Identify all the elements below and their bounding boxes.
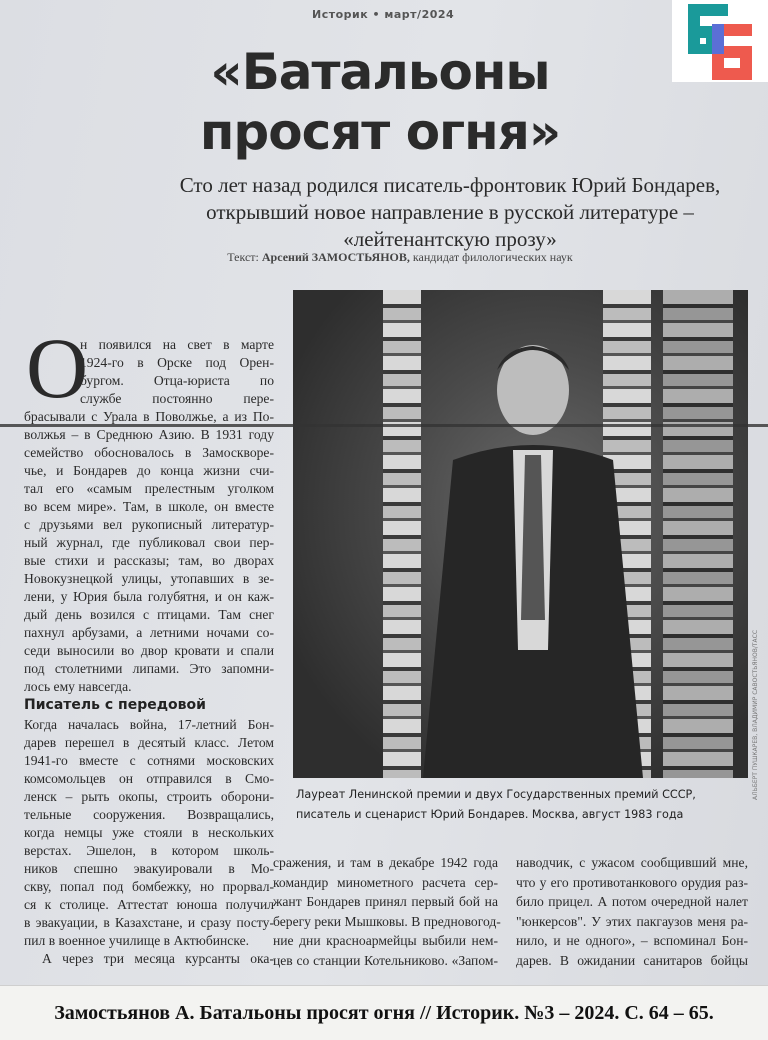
text-line: било прицел. А потом очередной налет [516, 894, 748, 909]
text-line: Новокузнецкой улицы, утопавших в зе- [24, 571, 274, 586]
caption-line: Лауреат Ленинской премии и двух Государственных премий СССР, [296, 788, 696, 801]
scan-streak [0, 424, 768, 427]
text-line: дарев. В ожидании санитаров бойцы [516, 952, 748, 968]
article-title [140, 42, 620, 162]
text-line: седи выносили во двор кровати и спали [24, 643, 274, 658]
drop-cap: О [26, 320, 89, 416]
text-line: берегу реки Мышковы. В предновогод- [273, 913, 501, 929]
text-line: Когда началась война, 17-летний Бон- [24, 717, 274, 732]
title-line: просят огня» [199, 103, 561, 161]
birch-trunk [663, 290, 733, 778]
text-line: 1941-го вместе с сотнями московских [24, 753, 274, 768]
logo-icon [672, 0, 768, 82]
photo-credit: АЛЬБЕРТ ПУШКАРЕВ, ВЛАДИМИР САВОСТЬЯНОВ/ТАСС [752, 629, 759, 800]
text-line: когда немцы уже стояли в нескольких [24, 825, 274, 840]
byline-suffix: кандидат филологических наук [412, 250, 573, 264]
byline [150, 250, 650, 265]
text-line: н появился на свет в марте [80, 337, 274, 352]
photo-caption [296, 785, 746, 825]
text-line: бургом. Отца-юриста по [80, 373, 274, 388]
section-heading: Писатель с передовой [24, 697, 206, 713]
text-line: с друзьями вел рукописный литератур- [24, 517, 274, 532]
text-line: лось ему навсегда. [24, 679, 132, 694]
text-line: А через три месяца курсанты ока- [42, 951, 274, 966]
text-line: под столетними липами. Это запомни- [24, 661, 274, 676]
text-line: во всем мире». Там, в школе, он вместе [24, 499, 274, 514]
text-line: в эвакуации, в Казахстане, и сразу посту- [24, 915, 274, 930]
text-line: семейство обосновалось в Замоскворе- [24, 445, 274, 460]
text-line: жант Бондарев принял первый бой на [273, 894, 498, 909]
text-line: чье, и Бондарев до конца жизни счи- [24, 463, 274, 478]
text-line: вые стихи и рассказы; там, во дворах [24, 553, 274, 568]
text-line: нило, и не одного», – вспоминал Бон- [516, 933, 748, 948]
text-line: верстах. Эшелон, в котором школь- [24, 843, 274, 858]
text-line: тельные сооружения. Возвращались, [24, 807, 274, 822]
text-line: тал его «самым прелестным уголком [24, 481, 274, 496]
text-column-right [516, 853, 748, 970]
text-line: ся к столице. Аттестат юноша получил [24, 897, 274, 912]
text-column-left [24, 336, 274, 696]
portrait-photo [293, 290, 748, 778]
text-line: ников спешно эвакуировали в Мо- [24, 861, 274, 876]
text-line: лени, у Юрия была голубятня, и он каж- [24, 589, 274, 604]
logo [672, 0, 768, 82]
text-line: пахнул арбузами, а летними ночами со- [24, 625, 274, 640]
byline-author: Арсений ЗАМОСТЬЯНОВ, [261, 250, 410, 264]
text-line: ный журнал, где публиковал свои пер- [24, 535, 274, 550]
text-line: что у его противотанкового орудия раз- [516, 874, 748, 890]
text-line: брасывали с Урала в Поволжье, а из По- [24, 409, 274, 424]
text-line: "юнкерсов". У этих пакгаузов меня ра- [516, 913, 748, 929]
title-line: «Батальоны [210, 43, 550, 101]
text-line: командир минометного расчета сер- [273, 874, 498, 890]
citation-bar [0, 985, 768, 1040]
text-line: ние дни красноармейцы выбили нем- [273, 933, 498, 948]
text-line: наводчик, с ужасом сообщивший мне, [516, 855, 748, 870]
text-line: волжья – в Среднюю Азию. В 1931 году [24, 427, 274, 442]
byline-prefix: Текст: [227, 250, 259, 264]
man-figure [413, 320, 653, 778]
text-line: дый день возился с птицами. Там снег [24, 607, 274, 622]
issue-header: Историк • март/2024 [312, 8, 455, 21]
text-line: ленск – рыть окопы, строить оборони- [24, 789, 274, 804]
text-line: пил в военное училище в Актюбинске. [24, 933, 250, 948]
article-subtitle: Сто лет назад родился писатель-фронтовик Юрий Бондарев, открывший новое направление в русской литературе – «лейтенантскую прозу» [179, 173, 721, 251]
text-line: 1924-го в Орске под Орен- [80, 355, 274, 370]
text-line: комсомольцев он отправился в Смо- [24, 771, 274, 786]
caption-line: писатель и сценарист Юрий Бондарев. Москва, август 1983 года [296, 808, 684, 821]
text-line: сражения, и там в декабре 1942 года [273, 855, 498, 870]
text-line: цев со станции Котельниково. «Запом- [273, 952, 498, 968]
text-line: службе постоянно пере- [80, 391, 274, 406]
citation-text: Замостьянов А. Батальоны просят огня // Историк. №3 – 2024. С. 64 – 65. [54, 1002, 714, 1024]
text-line: скву, попал под бомбежку, но прорвал- [24, 879, 274, 894]
text-line: дарев перешел в десятый класс. Летом [24, 735, 274, 750]
text-column-middle [273, 853, 501, 970]
text-column-left-2 [24, 716, 274, 968]
